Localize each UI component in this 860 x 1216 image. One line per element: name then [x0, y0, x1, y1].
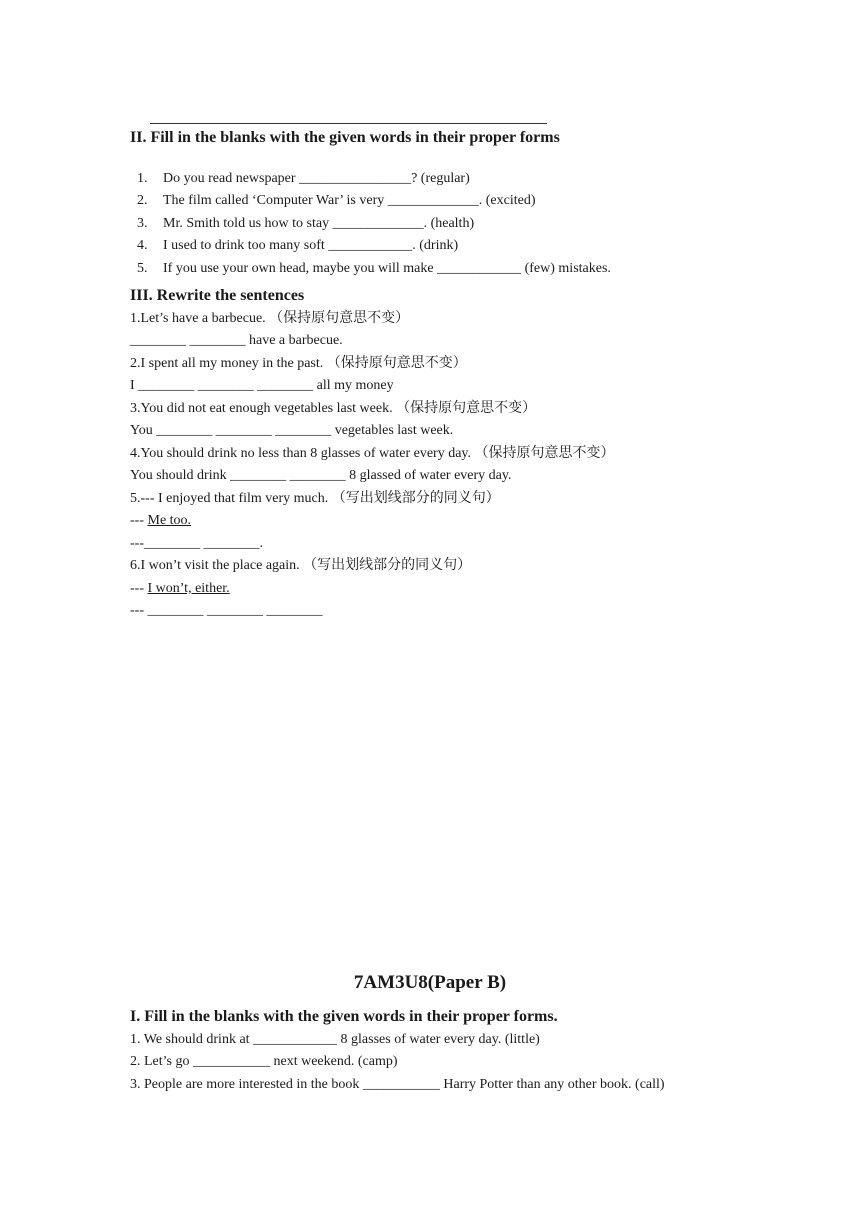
paper-b-item-1: 1. We should drink at ____________ 8 glasses of water every day. (little) — [130, 1032, 540, 1047]
item-number: 5. — [137, 261, 148, 276]
item-text: I used to drink too many soft ____________. (drink) — [163, 238, 459, 253]
section-ii-item-5 — [130, 242, 611, 278]
item-number: 4. — [137, 238, 148, 253]
rewrite-question-6: 6.I won’t visit the place again. （写出划线部分的同义句） — [130, 558, 472, 573]
rewrite-dialogue-reply-5 — [130, 512, 191, 530]
underlined-phrase: I won’t, either. — [147, 581, 230, 596]
rewrite-answer-4: You should drink ________ ________ 8 glassed of water every day. — [130, 468, 512, 483]
dash-prefix: --- — [130, 581, 148, 596]
dash-prefix: --- — [130, 513, 148, 528]
rewrite-answer-3: You ________ ________ ________ vegetables last week. — [130, 423, 454, 438]
rewrite-answer-1: ________ ________ have a barbecue. — [130, 333, 343, 348]
item-text: Do you read newspaper ________________? (regular) — [163, 171, 470, 186]
item-number: 2. — [137, 193, 148, 208]
rewrite-answer-2: I ________ ________ ________ all my money — [130, 378, 394, 393]
paper-b-section-i-heading: I. Fill in the blanks with the given words in their proper forms. — [130, 1008, 558, 1025]
top-answer-rule — [150, 123, 547, 124]
section-ii-heading: II. Fill in the blanks with the given words in their proper forms — [130, 129, 560, 146]
item-text: If you use your own head, maybe you will make ____________ (few) mistakes. — [163, 261, 611, 276]
section-iii-heading: III. Rewrite the sentences — [130, 287, 305, 304]
rewrite-question-4: 4.You should drink no less than 8 glasses of water every day. （保持原句意思不变） — [130, 446, 615, 461]
item-text: Mr. Smith told us how to stay _____________. (health) — [163, 216, 475, 231]
item-number: 3. — [137, 216, 148, 231]
item-number: 1. — [137, 171, 148, 186]
rewrite-question-3: 3.You did not eat enough vegetables last week. （保持原句意思不变） — [130, 401, 537, 416]
rewrite-dialogue-reply-6 — [130, 580, 230, 598]
rewrite-question-1: 1.Let’s have a barbecue. （保持原句意思不变） — [130, 311, 410, 326]
rewrite-question-5: 5.--- I enjoyed that film very much. （写出划线部分的同义句） — [130, 491, 500, 506]
paper-b-item-2: 2. Let’s go ___________ next weekend. (camp) — [130, 1054, 398, 1069]
item-text: The film called ‘Computer War’ is very _____________. (excited) — [163, 193, 536, 208]
rewrite-answer-6: --- ________ ________ ________ — [130, 603, 323, 618]
underlined-phrase: Me too. — [147, 513, 192, 528]
rewrite-answer-5: ---________ ________. — [130, 536, 263, 551]
paper-b-item-3: 3. People are more interested in the book ___________ Harry Potter than any other book. (call) — [130, 1077, 665, 1092]
rewrite-question-2: 2.I spent all my money in the past. （保持原句意思不变） — [130, 356, 467, 371]
paper-b-title: 7AM3U8(Paper B) — [353, 972, 507, 993]
